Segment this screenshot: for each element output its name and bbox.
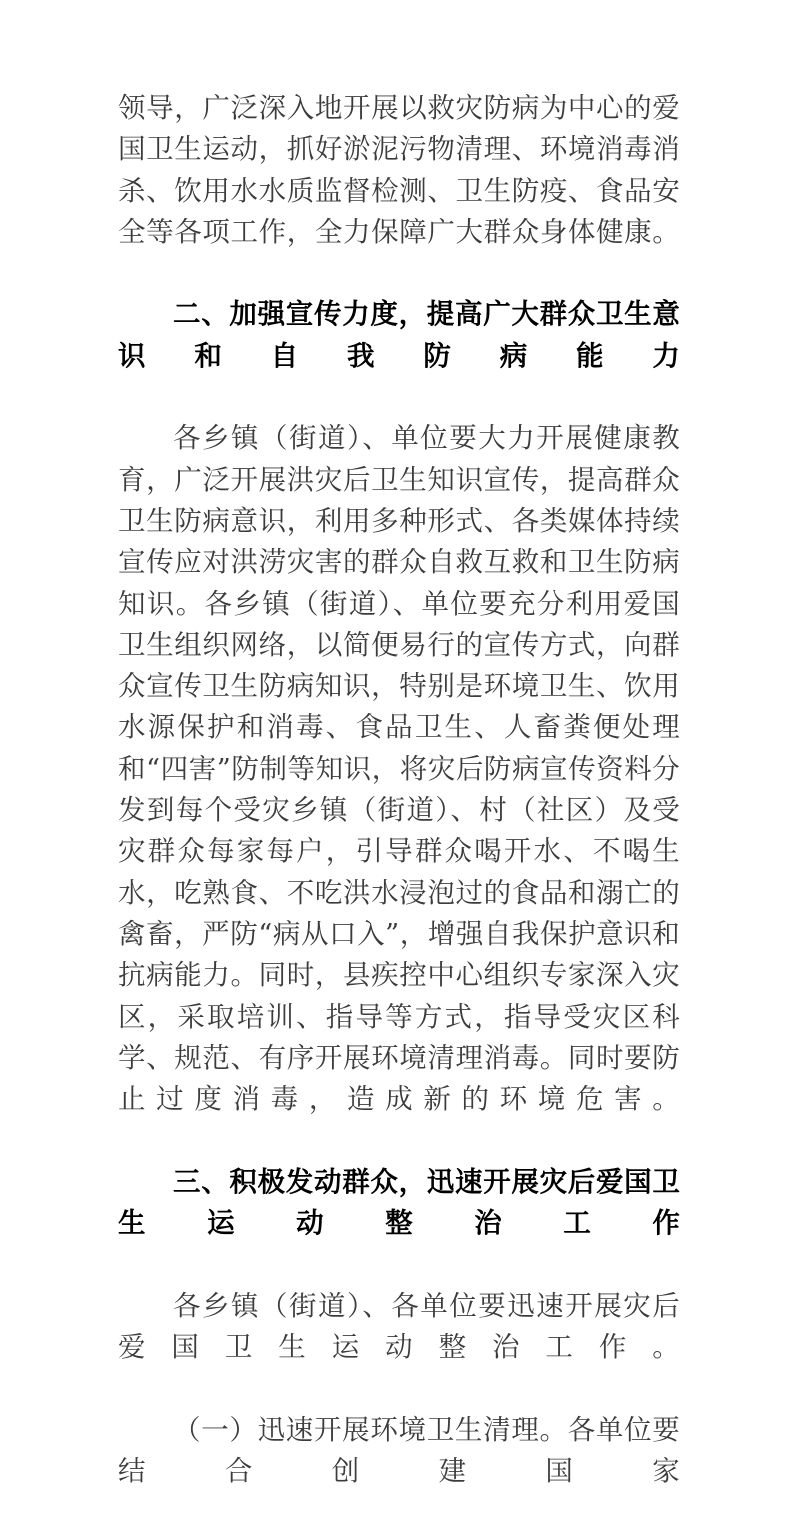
heading-section-three: 三、积极发动群众，迅速开展灾后爱国卫生运动整治工作	[118, 1162, 680, 1286]
paragraph-section-three-intro: 各乡镇（街道）、各单位要迅速开展灾后爱国卫生运动整治工作。	[118, 1286, 680, 1410]
paragraph-section-three-item-one: （一）迅速开展环境卫生清理。各单位要结合创建国家	[118, 1410, 680, 1533]
paragraph-section-two-body: 各乡镇（街道）、单位要大力开展健康教育，广泛开展洪灾后卫生知识宣传，提高群众卫生防病意识，利用多种形式、各类媒体持续宣传应对洪涝灾害的群众自救互救和卫生防病知识。各乡镇（街道）、单位要充分利用爱国卫生组织网络，以简便易行的宣传方式，向群众宣传卫生防病知识，特别是环境卫生、饮用水源保护和消毒、食品卫生、人畜粪便处理和“四害”防制等知识，将灾后防病宣传资料分发到每个受灾乡镇（街道）、村（社区）及受灾群众每家每户，引导群众喝开水、不喝生水，吃熟食、不吃洪水浸泡过的食品和溺亡的禽畜，严防“病从口入”，增强自我保护意识和抗病能力。同时，县疾控中心组织专家深入灾区，采取培训、指导等方式，指导受灾区科学、规范、有序开展环境清理消毒。同时要防止过度消毒，造成新的环境危害。	[118, 418, 680, 1161]
document-text-column	[118, 88, 680, 1533]
heading-section-two: 二、加强宣传力度，提高广大群众卫生意识和自我防病能力	[118, 294, 680, 418]
paragraph-continued-leadership: 领导，广泛深入地开展以救灾防病为中心的爱国卫生运动，抓好淤泥污物清理、环境消毒消杀、饮用水水质监督检测、卫生防疫、食品安全等各项工作，全力保障广大群众身体健康。	[118, 88, 680, 294]
